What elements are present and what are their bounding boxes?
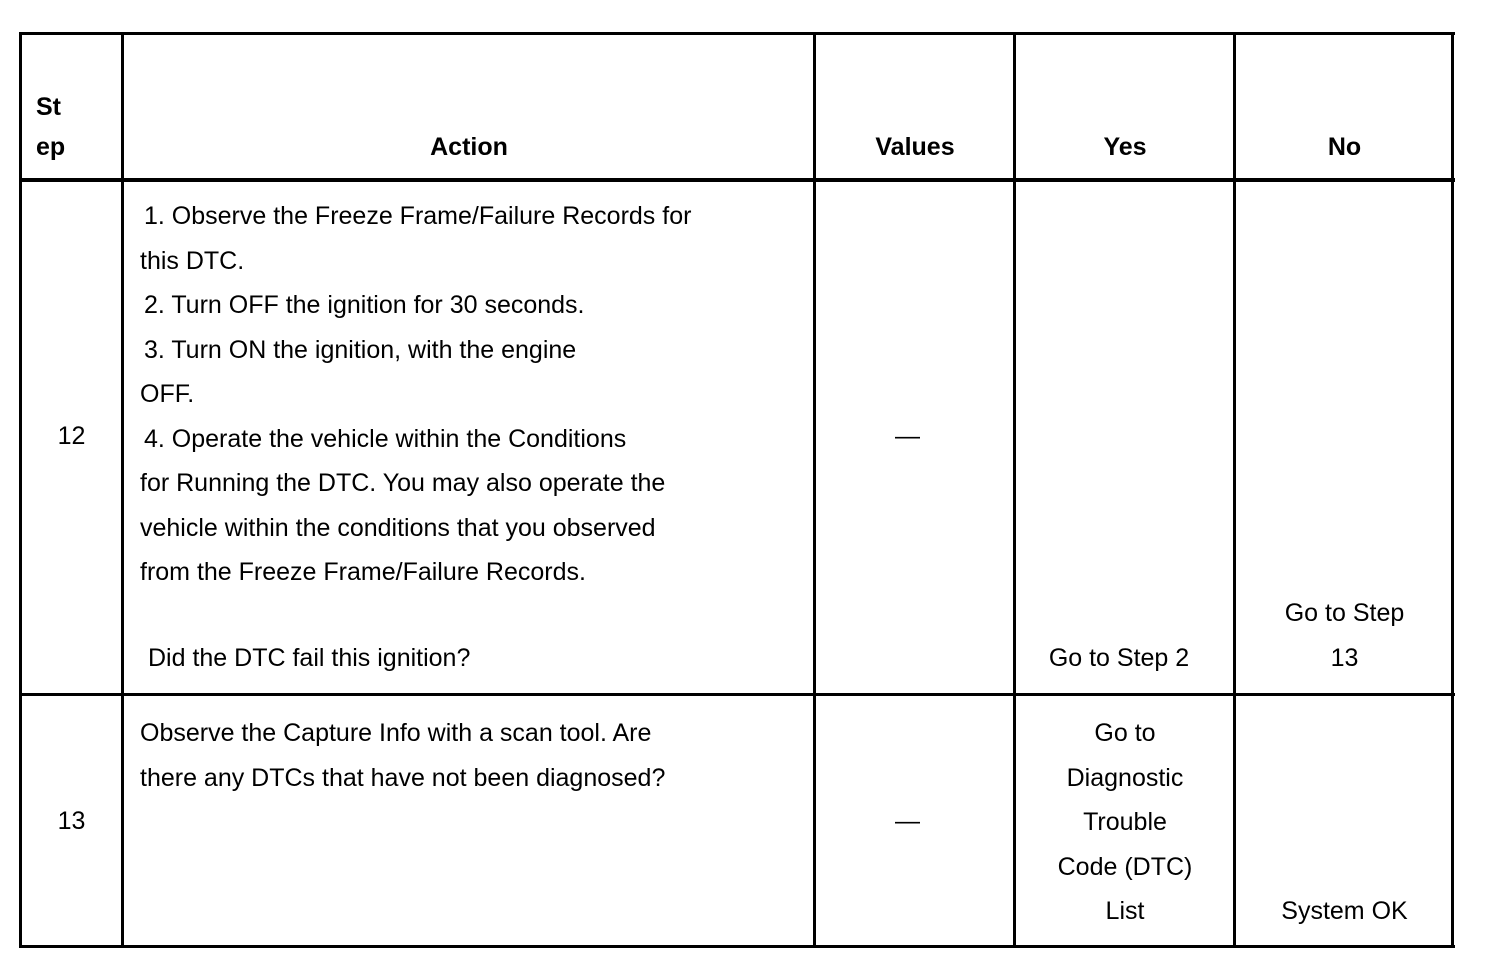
row-13-yes xyxy=(1015,711,1235,934)
row-13-no: System OK xyxy=(1281,897,1408,925)
action-line: 2. Turn OFF the ignition for 30 seconds. xyxy=(144,291,585,319)
header-step-line1: St xyxy=(36,93,61,121)
header-step-line2: ep xyxy=(36,133,66,161)
row-12-step: 12 xyxy=(57,422,86,450)
yes-line: Code (DTC) xyxy=(1057,852,1193,881)
row-13-values: — xyxy=(895,807,920,835)
row-13-action xyxy=(140,711,665,800)
header-action: Action xyxy=(430,133,508,161)
header-bottom-border xyxy=(19,178,1455,182)
table-bottom-border xyxy=(19,945,1455,948)
row-12-yes: Go to Step 2 xyxy=(1048,644,1190,672)
action-line: for Running the DTC. You may also operate the xyxy=(140,469,666,497)
action-line: from the Freeze Frame/Failure Records. xyxy=(140,558,586,586)
table-top-border xyxy=(19,32,1455,35)
action-line: 3. Turn ON the ignition, with the engine xyxy=(144,335,577,364)
action-line: 1. Observe the Freeze Frame/Failure Records for xyxy=(144,202,692,230)
row-divider xyxy=(19,693,1455,696)
action-line: Observe the Capture Info with a scan tool. Are xyxy=(140,719,652,747)
header-step xyxy=(36,87,65,167)
no-line: Go to Step xyxy=(1284,599,1405,627)
action-line: OFF. xyxy=(140,380,195,408)
header-no: No xyxy=(1327,133,1362,161)
column-divider-action-values xyxy=(813,32,816,948)
action-line: 4. Operate the vehicle within the Conditions xyxy=(144,424,627,453)
header-values: Values xyxy=(875,133,955,161)
yes-line: Trouble xyxy=(1083,808,1167,836)
action-line: this DTC. xyxy=(140,246,245,275)
action-line: vehicle within the conditions that you observed xyxy=(140,513,656,542)
row-12-no xyxy=(1235,591,1454,680)
action-line: there any DTCs that have not been diagnosed? xyxy=(140,763,666,792)
row-13-step: 13 xyxy=(57,807,86,835)
row-12-action xyxy=(140,194,691,595)
row-12-values: — xyxy=(895,422,920,450)
row-12-question: Did the DTC fail this ignition? xyxy=(148,644,471,672)
no-line: 13 xyxy=(1330,643,1359,672)
yes-line: Diagnostic xyxy=(1066,763,1184,792)
yes-line: List xyxy=(1105,897,1145,925)
header-yes: Yes xyxy=(1103,133,1147,161)
yes-line: Go to xyxy=(1094,719,1156,747)
table-right-border xyxy=(1451,32,1454,948)
